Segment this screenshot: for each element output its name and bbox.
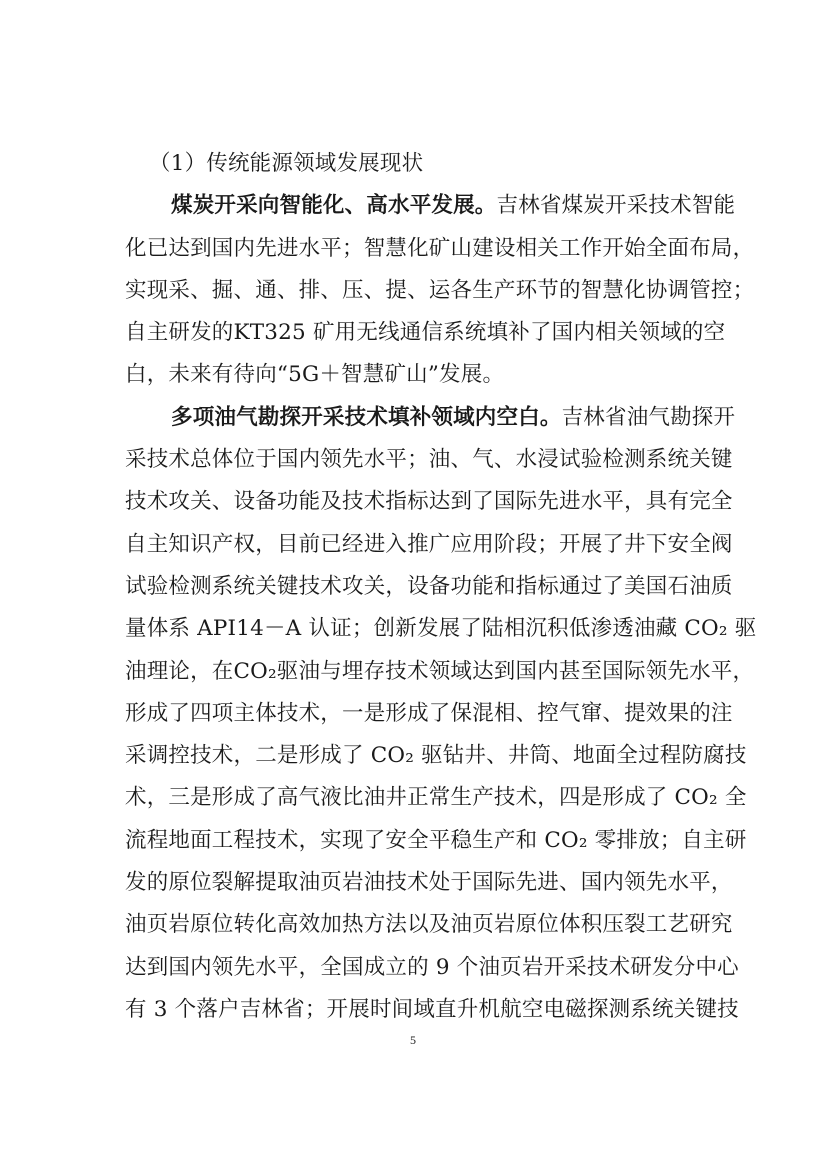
paragraph-line: 油页岩原位转化高效加热方法以及油页岩原位体积压裂工艺研究 — [125, 912, 733, 938]
paragraph-line: 形成了四项主体技术，一是形成了保混相、控气窜、提效果的注 — [125, 700, 733, 726]
paragraph-oil-gas — [125, 397, 757, 1031]
paragraph-lead-bold: 多项油气勘探开采技术填补领域内空白。 — [171, 404, 562, 430]
paragraph-line: 试验检测系统关键技术攻关，设备功能和指标通过了美国石油质 — [125, 573, 733, 599]
paragraph-line: 自主研发的KT325 矿用无线通信系统填补了国内相关领域的空 — [125, 320, 726, 346]
paragraph-line: 油理论，在CO₂驱油与埋存技术领域达到国内甚至国际领先水平， — [125, 658, 755, 684]
paragraph-line: 达到国内领先水平，全国成立的 9 个油页岩开采技术研发分中心 — [125, 954, 739, 980]
paragraph-line: 采调控技术，二是形成了 CO₂ 驱钻井、井筒、地面全过程防腐技 — [125, 743, 747, 769]
paragraph-line: 白，未来有待向“5G＋智慧矿山”发展。 — [125, 362, 505, 388]
page-number: 5 — [410, 1033, 416, 1047]
paragraph-line: 术，三是形成了高气液比油井正常生产技术，四是形成了 CO₂ 全 — [125, 785, 747, 811]
paragraph-line: 吉林省油气勘探开 — [561, 404, 736, 430]
paragraph-line: 吉林省煤炭开采技术智能 — [496, 193, 736, 219]
paragraph-line: 有 3 个落户吉林省；开展时间域直升机航空电磁探测系统关键技 — [125, 996, 739, 1022]
paragraph-line: 化已达到国内先进水平；智慧化矿山建设相关工作开始全面布局， — [125, 235, 755, 261]
document-body — [125, 143, 757, 1031]
paragraph-line: 实现采、掘、通、排、压、提、运各生产环节的智慧化协调管控； — [125, 277, 755, 303]
paragraph-line: 自主知识产权，目前已经进入推广应用阶段；开展了井下安全阀 — [125, 531, 733, 557]
section-heading: （1）传统能源领域发展现状 — [149, 151, 424, 176]
paragraph-line: 技术攻关、设备功能及技术指标达到了国际先进水平，具有完全 — [125, 489, 733, 515]
paragraph-coal-mining — [125, 185, 755, 396]
paragraph-line: 采技术总体位于国内领先水平；油、气、水浸试验检测系统关键 — [125, 447, 733, 473]
paragraph-line: 发的原位裂解提取油页岩油技术处于国际先进、国内领先水平， — [125, 870, 733, 896]
paragraph-lead-bold: 煤炭开采向智能化、高水平发展。 — [171, 193, 497, 219]
paragraph-line: 流程地面工程技术，实现了安全平稳生产和 CO₂ 零排放；自主研 — [125, 827, 747, 853]
paragraph-line: 量体系 API14－A 认证；创新发展了陆相沉积低渗透油藏 CO₂ 驱 — [125, 616, 757, 642]
